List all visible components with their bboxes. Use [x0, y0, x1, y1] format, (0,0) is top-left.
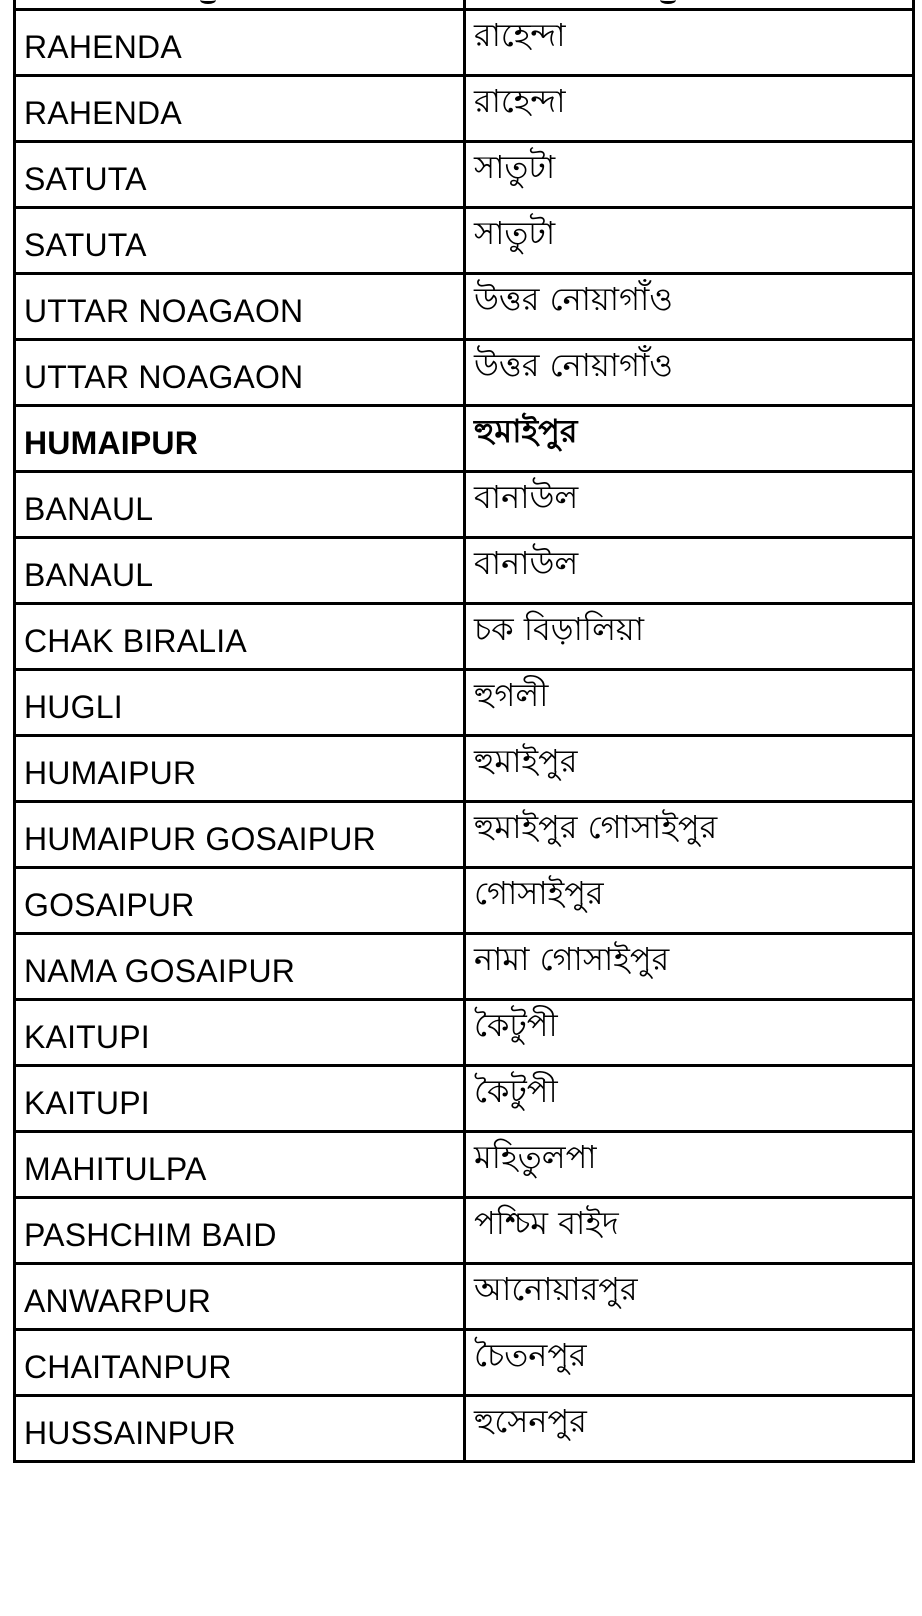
- table-row: [15, 1330, 914, 1396]
- village-name-english: GOSAIPUR: [24, 887, 195, 923]
- village-name-bengali: বানাউল: [474, 477, 579, 516]
- village-name-english: SATUTA: [24, 161, 147, 197]
- table-row: [15, 934, 914, 1000]
- village-name-bengali: পশ্চিম বাইদ: [474, 1203, 619, 1242]
- english-name-cell: [15, 670, 465, 736]
- english-name-cell: [15, 604, 465, 670]
- table-row: [15, 1066, 914, 1132]
- village-name-english: HUMAIPUR: [24, 755, 197, 791]
- english-name-cell: [15, 1396, 465, 1462]
- village-name-bengali: উত্তর নোয়াগাঁও: [474, 279, 673, 318]
- village-name-bengali: রাহেন্দা: [474, 15, 566, 54]
- bengali-name-cell: [465, 1066, 914, 1132]
- village-name-bengali: হুসেনপুর: [474, 1401, 587, 1440]
- table-row: [15, 406, 914, 472]
- bengali-name-cell: [465, 340, 914, 406]
- village-name-english: RAHENDA: [24, 95, 182, 131]
- bengali-name-cell: [465, 1198, 914, 1264]
- village-name-bengali: কৈটুপী: [474, 1005, 558, 1044]
- village-name-english: BANAUL: [24, 557, 154, 593]
- village-name-bengali: নামা গোসাইপুর: [474, 939, 670, 978]
- english-name-cell: [15, 406, 465, 472]
- bengali-name-cell: [465, 934, 914, 1000]
- village-name-english: KAITUPI: [24, 1019, 150, 1055]
- village-name-english: UTTAR NOAGAON: [24, 359, 304, 395]
- table-row: [15, 142, 914, 208]
- table-row: [15, 472, 914, 538]
- village-name-english: ANWARPUR: [24, 1283, 212, 1319]
- cut-off-top-row: [15, 0, 914, 10]
- english-name-cell: [15, 208, 465, 274]
- table-row: [15, 208, 914, 274]
- village-name-english: KAITUPI: [24, 1085, 150, 1121]
- village-name-english: UTTAR NOAGAON: [24, 293, 304, 329]
- village-name-bengali: কৈটুপী: [474, 1071, 558, 1110]
- bengali-name-cell: [465, 538, 914, 604]
- bengali-name-cell: [465, 406, 914, 472]
- bengali-name-cell: [465, 208, 914, 274]
- english-name-cell: [15, 1330, 465, 1396]
- village-name-english: BANAUL: [24, 491, 154, 527]
- english-name-cell: [15, 538, 465, 604]
- english-name-cell: [15, 1000, 465, 1066]
- bengali-name-cell: [465, 868, 914, 934]
- village-name-bengali: বানাউল: [474, 543, 579, 582]
- table-row: [15, 1396, 914, 1462]
- english-name-cell: [15, 1066, 465, 1132]
- bengali-name-cell: [465, 1000, 914, 1066]
- english-name-cell: [15, 736, 465, 802]
- village-name-bengali: হুমাইপুর: [474, 741, 578, 780]
- bengali-name-cell: [465, 670, 914, 736]
- village-name-english: CHAK BIRALIA: [24, 623, 247, 659]
- table-body: [15, 0, 914, 1462]
- village-name-bengali: চক বিড়ালিয়া: [474, 609, 645, 648]
- english-name-cell: [15, 1198, 465, 1264]
- table-row: [15, 604, 914, 670]
- village-name-english: HUGLI: [24, 689, 123, 725]
- table-row: [15, 274, 914, 340]
- table-row: [15, 868, 914, 934]
- english-name-cell: [15, 76, 465, 142]
- table-row: [15, 76, 914, 142]
- table-row: [15, 1264, 914, 1330]
- village-name-english: HUMAIPUR: [24, 425, 199, 461]
- bengali-name-cell: [465, 1330, 914, 1396]
- table-row: [15, 802, 914, 868]
- english-name-cell: [15, 340, 465, 406]
- village-name-english: CHAITANPUR: [24, 1349, 232, 1385]
- village-name-bengali: সাতুটা: [474, 213, 556, 252]
- village-name-english: HUSSAINPUR: [24, 1415, 236, 1451]
- bengali-name-cell: [465, 1396, 914, 1462]
- village-name-table-wrapper: [13, 0, 912, 1463]
- village-name-bengali: আনোয়ারপুর: [474, 1269, 638, 1308]
- village-name-bengali: গোসাইপুর: [474, 873, 604, 912]
- village-name-english: MAHITULPA: [24, 1151, 207, 1187]
- bengali-name-cell: [465, 472, 914, 538]
- english-name-cell: [15, 1264, 465, 1330]
- english-name-cell: [15, 10, 465, 76]
- village-name-bengali: হুমাইপুর: [474, 411, 578, 450]
- cut-off-cell-bengali: [465, 0, 914, 10]
- bengali-name-cell: [465, 142, 914, 208]
- bengali-name-cell: [465, 604, 914, 670]
- table-row: [15, 1198, 914, 1264]
- bengali-name-cell: [465, 76, 914, 142]
- english-name-cell: [15, 802, 465, 868]
- bengali-name-cell: [465, 10, 914, 76]
- table-row: [15, 538, 914, 604]
- village-name-bengali: চৈতনপুর: [474, 1335, 587, 1374]
- bengali-name-cell: [465, 1132, 914, 1198]
- english-name-cell: [15, 472, 465, 538]
- village-name-bengali: হুগলী: [474, 675, 549, 714]
- village-name-english: PASHCHIM BAID: [24, 1217, 277, 1253]
- table-row: [15, 10, 914, 76]
- bengali-name-cell: [465, 1264, 914, 1330]
- english-name-cell: [15, 868, 465, 934]
- table-row: [15, 736, 914, 802]
- bengali-name-cell: [465, 274, 914, 340]
- village-name-english: RAHENDA: [24, 29, 182, 65]
- cut-off-cell-english: [15, 0, 465, 10]
- bengali-name-cell: [465, 736, 914, 802]
- english-name-cell: [15, 1132, 465, 1198]
- village-name-bengali: হুমাইপুর গোসাইপুর: [474, 807, 718, 846]
- english-name-cell: [15, 934, 465, 1000]
- village-name-english: HUMAIPUR GOSAIPUR: [24, 821, 376, 857]
- table-row: [15, 1000, 914, 1066]
- village-name-english: SATUTA: [24, 227, 147, 263]
- village-name-table: [13, 0, 915, 1463]
- english-name-cell: [15, 142, 465, 208]
- bengali-name-cell: [465, 802, 914, 868]
- english-name-cell: [15, 274, 465, 340]
- table-row: [15, 1132, 914, 1198]
- village-name-bengali: সাতুটা: [474, 147, 556, 186]
- village-name-bengali: রাহেন্দা: [474, 81, 566, 120]
- village-name-bengali: উত্তর নোয়াগাঁও: [474, 345, 673, 384]
- village-name-bengali: মহিতুলপা: [474, 1137, 597, 1176]
- table-row: [15, 670, 914, 736]
- village-name-english: NAMA GOSAIPUR: [24, 953, 296, 989]
- table-row: [15, 340, 914, 406]
